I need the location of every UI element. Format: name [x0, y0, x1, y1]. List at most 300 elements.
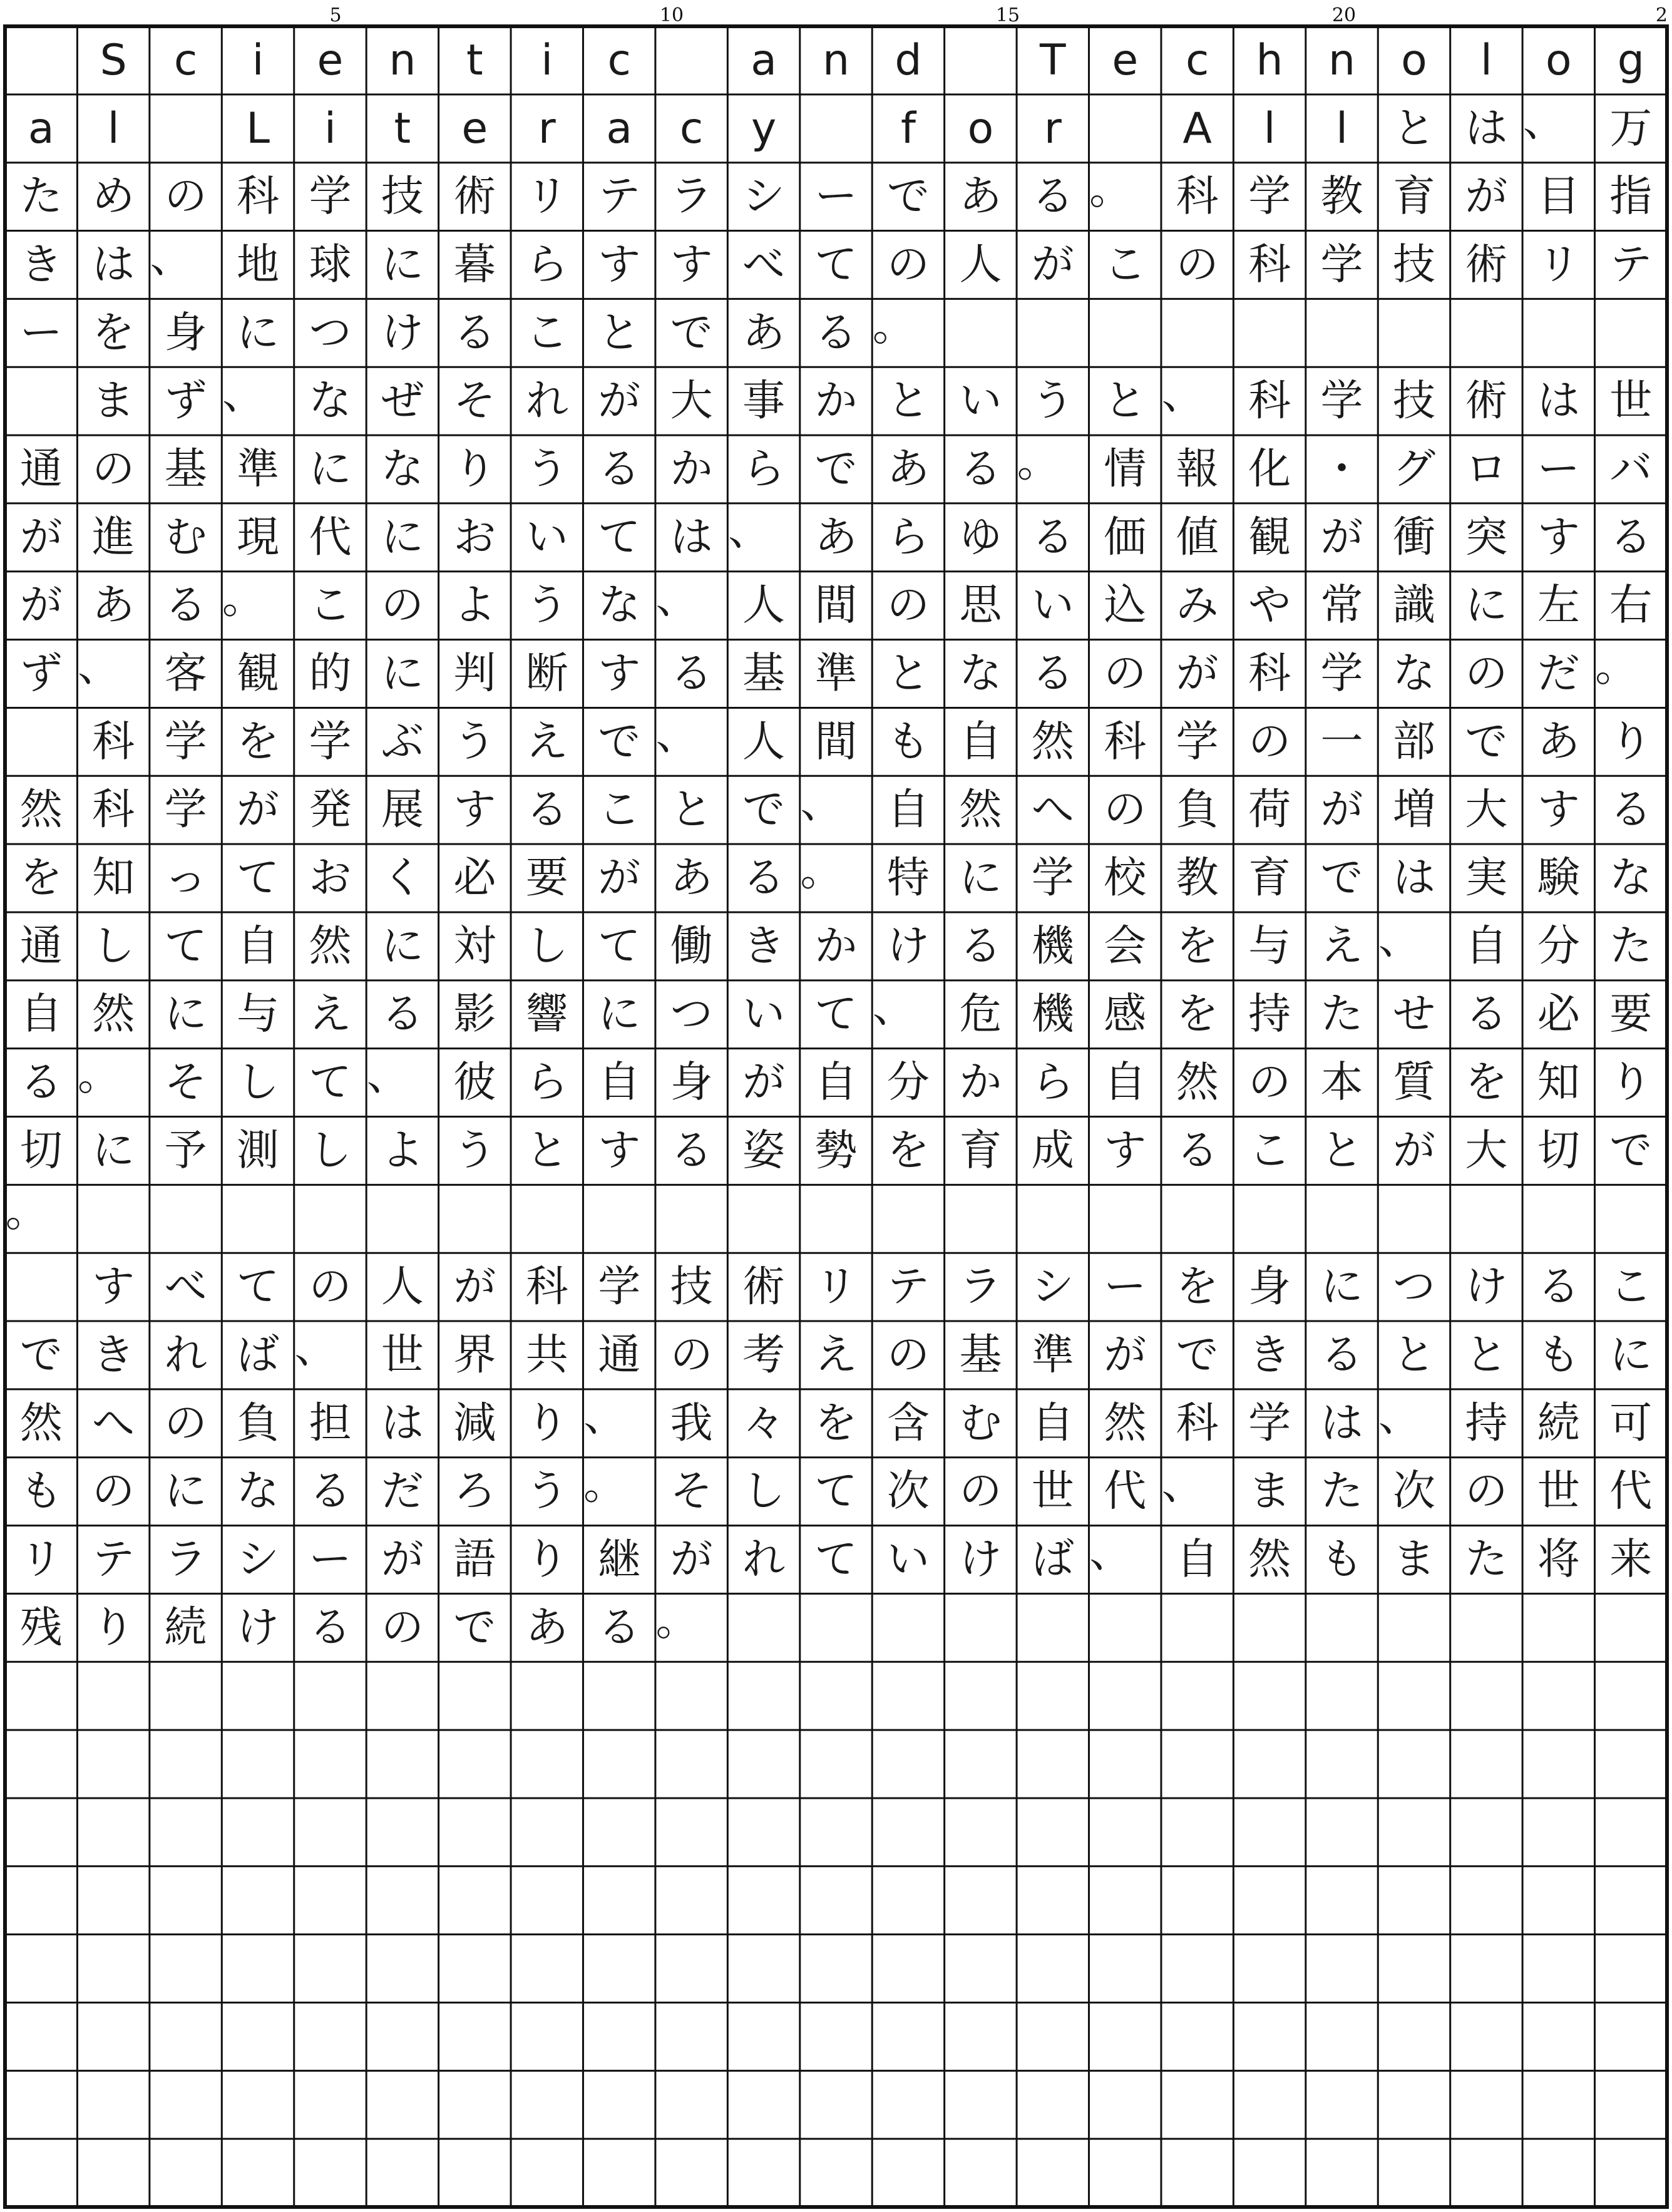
essay-row [20, 234, 1653, 290]
manuscript-char: 世 [1609, 376, 1653, 426]
essay-row [20, 165, 1653, 222]
manuscript-char: こ [309, 580, 352, 630]
manuscript-char: 機 [1031, 989, 1074, 1039]
manuscript-char: l [1336, 103, 1348, 153]
manuscript-char: ロ [1465, 444, 1508, 494]
manuscript-char: あ [814, 512, 858, 562]
manuscript-char: て [814, 1535, 858, 1585]
manuscript-char: の [381, 1603, 424, 1653]
manuscript-char: の [1465, 649, 1508, 699]
manuscript-char: を [1176, 989, 1219, 1039]
manuscript-char: 。 [78, 1051, 121, 1101]
essay-row [20, 1051, 1653, 1108]
manuscript-char: 育 [1248, 853, 1291, 903]
manuscript-char: 学 [1248, 1398, 1291, 1448]
manuscript-char: が [237, 785, 280, 835]
manuscript-char: n [389, 35, 416, 85]
manuscript-char: 質 [1392, 1057, 1435, 1108]
manuscript-char: 学 [598, 1262, 641, 1312]
manuscript-char: 然 [1031, 717, 1074, 767]
manuscript-char: 科 [1248, 240, 1291, 290]
manuscript-char: に [164, 989, 207, 1039]
manuscript-char: ラ [959, 1262, 1002, 1312]
manuscript-char: へ [1031, 785, 1074, 835]
manuscript-char: し [237, 1057, 280, 1108]
manuscript-char: を [237, 717, 280, 767]
manuscript-char: 響 [525, 989, 568, 1039]
manuscript-char: と [886, 649, 930, 699]
manuscript-char: 。 [872, 301, 915, 351]
manuscript-char: 価 [1104, 512, 1147, 562]
manuscript-char: る [1609, 512, 1653, 562]
manuscript-char: ず [164, 376, 207, 426]
manuscript-char: た [19, 172, 63, 222]
manuscript-char: と [1320, 1126, 1363, 1176]
manuscript-char: l [1480, 35, 1492, 85]
manuscript-char: や [1248, 580, 1291, 630]
manuscript-char: 。 [1595, 642, 1638, 692]
manuscript-char: る [381, 989, 424, 1039]
manuscript-char: 校 [1104, 853, 1147, 903]
manuscript-char: l [107, 103, 120, 153]
manuscript-char: 然 [959, 785, 1002, 835]
ruler-number-10: 10 [659, 4, 684, 26]
manuscript-char: て [164, 921, 207, 971]
manuscript-char: に [381, 921, 424, 971]
manuscript-char: ぜ [381, 376, 424, 426]
manuscript-char: 。 [583, 1459, 627, 1510]
manuscript-char: 部 [1392, 717, 1435, 767]
manuscript-char: 考 [742, 1330, 786, 1380]
manuscript-char: は [1537, 376, 1580, 426]
manuscript-char: の [959, 1466, 1002, 1516]
manuscript-char: り [453, 444, 496, 494]
manuscript-char: 科 [92, 785, 135, 835]
manuscript-char: れ [164, 1330, 207, 1380]
manuscript-char: つ [1392, 1262, 1435, 1312]
manuscript-char: え [1320, 921, 1363, 971]
manuscript-char: 自 [1104, 1057, 1147, 1108]
manuscript-char: 目 [1537, 172, 1580, 222]
manuscript-char: る [670, 649, 713, 699]
manuscript-char: 術 [1465, 376, 1508, 426]
manuscript-char: 負 [237, 1398, 280, 1448]
manuscript-char: 語 [453, 1535, 496, 1585]
manuscript-char: 技 [670, 1262, 713, 1312]
manuscript-char: 右 [1609, 580, 1653, 630]
manuscript-char: が [670, 1535, 713, 1585]
manuscript-char: 来 [1609, 1535, 1653, 1585]
manuscript-char: か [814, 921, 858, 971]
manuscript-char: c [173, 35, 198, 85]
manuscript-char: o [967, 103, 994, 153]
manuscript-char: 、 [1378, 1391, 1421, 1441]
manuscript-char: に [1320, 1262, 1363, 1312]
manuscript-char: し [525, 921, 568, 971]
manuscript-char: 世 [1537, 1466, 1580, 1516]
manuscript-char: が [19, 580, 63, 630]
manuscript-char: 観 [237, 649, 280, 699]
manuscript-char: る [19, 1057, 63, 1108]
manuscript-char: し [742, 1466, 786, 1516]
manuscript-char: 発 [309, 785, 352, 835]
manuscript-char: l [1263, 103, 1276, 153]
manuscript-char: こ [1104, 240, 1147, 290]
manuscript-char: 学 [1031, 853, 1074, 903]
manuscript-char: 学 [164, 785, 207, 835]
manuscript-char: 人 [742, 717, 786, 767]
manuscript-char: る [1031, 172, 1074, 222]
manuscript-char: て [814, 989, 858, 1039]
manuscript-char: 育 [959, 1126, 1002, 1176]
manuscript-char: 、 [655, 710, 699, 760]
manuscript-char: 科 [1248, 649, 1291, 699]
manuscript-char: が [381, 1535, 424, 1585]
manuscript-char: 、 [1378, 915, 1421, 965]
manuscript-char: リ [814, 1262, 858, 1312]
manuscript-char: の [1104, 785, 1147, 835]
manuscript-char: と [1104, 376, 1147, 426]
manuscript-char: f [900, 103, 916, 153]
manuscript-char: A [1182, 103, 1212, 153]
manuscript-char: 学 [1320, 376, 1363, 426]
manuscript-char: を [814, 1398, 858, 1448]
manuscript-char: 次 [886, 1466, 930, 1516]
manuscript-char: 科 [1248, 376, 1291, 426]
manuscript-char: け [1465, 1262, 1508, 1312]
manuscript-char: 知 [92, 853, 135, 903]
ruler-number-15: 15 [995, 4, 1020, 26]
essay-row [20, 1126, 1653, 1175]
manuscript-char: を [19, 853, 63, 903]
manuscript-char: が [1320, 785, 1363, 835]
manuscript-char: で [886, 172, 930, 222]
manuscript-char: 大 [670, 376, 713, 426]
manuscript-char: 身 [164, 308, 207, 358]
manuscript-char: を [1465, 1057, 1508, 1108]
manuscript-char: 特 [886, 853, 930, 903]
manuscript-char: シ [237, 1535, 280, 1585]
manuscript-char: る [453, 308, 496, 358]
manuscript-char: 暮 [453, 240, 496, 290]
manuscript-char: も [1320, 1535, 1363, 1585]
essay-row [20, 983, 1653, 1039]
manuscript-char: 球 [309, 240, 352, 290]
manuscript-char: 然 [1104, 1398, 1147, 1448]
manuscript-char: 然 [309, 921, 352, 971]
manuscript-char: 会 [1104, 921, 1147, 971]
manuscript-char: よ [453, 580, 496, 630]
manuscript-char: の [1248, 1057, 1291, 1108]
manuscript-char: り [1609, 1057, 1653, 1108]
manuscript-char: 術 [453, 172, 496, 222]
manuscript-char: グ [1392, 444, 1435, 494]
manuscript-char: テ [598, 172, 641, 222]
manuscript-char: と [1392, 1330, 1435, 1380]
manuscript-char: 身 [1248, 1262, 1291, 1312]
manuscript-char: の [1465, 1466, 1508, 1516]
manuscript-char: ら [886, 512, 930, 562]
manuscript-char: e [461, 103, 488, 153]
manuscript-char: 基 [164, 444, 207, 494]
manuscript-char: 識 [1392, 580, 1435, 630]
manuscript-char: 学 [164, 717, 207, 767]
manuscript-char: て [598, 512, 641, 562]
manuscript-char: 、 [222, 369, 265, 419]
manuscript-char: ー [19, 308, 63, 358]
manuscript-char: 担 [309, 1398, 352, 1448]
manuscript-char: す [598, 240, 641, 290]
manuscript-char: 感 [1104, 989, 1147, 1039]
manuscript-char: 教 [1176, 853, 1219, 903]
manuscript-char: ら [525, 1057, 568, 1108]
manuscript-char: の [886, 1330, 930, 1380]
manuscript-char: こ [1248, 1126, 1291, 1176]
manuscript-char: に [164, 1466, 207, 1516]
manuscript-char: う [453, 717, 496, 767]
manuscript-char: 界 [453, 1330, 496, 1380]
manuscript-char: 。 [1017, 438, 1060, 488]
manuscript-char: 科 [237, 172, 280, 222]
manuscript-char: そ [670, 1466, 713, 1516]
essay-row [20, 1528, 1653, 1585]
manuscript-char: 学 [1320, 240, 1363, 290]
manuscript-char: す [1537, 512, 1580, 562]
manuscript-char: う [525, 1466, 568, 1516]
manuscript-char: 基 [959, 1330, 1002, 1380]
manuscript-char: 学 [1248, 172, 1291, 222]
essay-row [20, 642, 1638, 699]
manuscript-char: 、 [583, 1391, 627, 1441]
manuscript-char: 学 [309, 717, 352, 767]
essay-row [20, 574, 1653, 630]
manuscript-char: が [1392, 1126, 1435, 1176]
manuscript-char: 、 [1089, 1528, 1132, 1578]
manuscript-char: の [670, 1330, 713, 1380]
manuscript-char: 分 [886, 1057, 930, 1108]
manuscript-char: つ [309, 308, 352, 358]
manuscript-char: 間 [814, 580, 858, 630]
manuscript-char: o [1401, 35, 1427, 85]
manuscript-char: 地 [237, 240, 280, 290]
manuscript-char: か [959, 1057, 1002, 1108]
manuscript-char: の [1248, 717, 1291, 767]
manuscript-char: る [164, 580, 207, 630]
manuscript-char: 。 [5, 1187, 48, 1237]
manuscript-char: テ [1609, 240, 1653, 290]
manuscript-char: け [959, 1535, 1002, 1585]
manuscript-char: む [164, 512, 207, 562]
manuscript-char: で [814, 444, 858, 494]
manuscript-char: う [453, 1126, 496, 1176]
manuscript-char: シ [1031, 1262, 1074, 1312]
manuscript-char: ら [525, 240, 568, 290]
manuscript-char: け [381, 308, 424, 358]
manuscript-char: べ [164, 1262, 207, 1312]
manuscript-char: つ [670, 989, 713, 1039]
essay-row [20, 506, 1653, 562]
manuscript-char: き [1248, 1330, 1291, 1380]
manuscript-char: れ [525, 376, 568, 426]
manuscript-char: に [381, 512, 424, 562]
manuscript-char: こ [525, 308, 568, 358]
manuscript-char: に [1609, 1330, 1653, 1380]
manuscript-char: で [598, 717, 641, 767]
manuscript-char: 必 [453, 853, 496, 903]
manuscript-char: 続 [1537, 1398, 1580, 1448]
manuscript-char: 々 [742, 1398, 786, 1448]
manuscript-char: バ [1609, 444, 1653, 494]
manuscript-char: と [886, 376, 930, 426]
manuscript-char: 影 [453, 989, 496, 1039]
manuscript-char: 含 [886, 1398, 930, 1448]
essay-row [20, 846, 1653, 903]
manuscript-char: 学 [309, 172, 352, 222]
manuscript-char: て [237, 1262, 280, 1312]
manuscript-char: 測 [237, 1126, 280, 1176]
manuscript-char: 科 [525, 1262, 568, 1312]
manuscript-char: ま [1248, 1466, 1291, 1516]
manuscript-char: 然 [92, 989, 135, 1039]
manuscript-char: に [959, 853, 1002, 903]
manuscript-char: べ [742, 240, 786, 290]
manuscript-char: と [670, 785, 713, 835]
manuscript-char: 指 [1609, 172, 1653, 222]
manuscript-char: け [237, 1603, 280, 1653]
manuscript-char: 然 [19, 785, 63, 835]
manuscript-char: 与 [237, 989, 280, 1039]
manuscript-char: ラ [670, 172, 713, 222]
manuscript-char: な [598, 580, 641, 630]
manuscript-char: だ [1537, 649, 1580, 699]
manuscript-char: 実 [1465, 853, 1508, 903]
manuscript-char: る [1537, 1262, 1580, 1312]
manuscript-char: っ [164, 853, 207, 903]
manuscript-char: 要 [525, 853, 568, 903]
manuscript-char: に [381, 649, 424, 699]
manuscript-char: 世 [1031, 1466, 1074, 1516]
manuscript-char: T [1040, 35, 1066, 85]
manuscript-char: 切 [19, 1126, 63, 1176]
manuscript-char: 可 [1609, 1398, 1653, 1448]
manuscript-char: 、 [872, 982, 915, 1032]
manuscript-char: の [886, 240, 930, 290]
essay-row [20, 1324, 1653, 1380]
manuscript-char: 化 [1248, 444, 1291, 494]
manuscript-char: 、 [655, 574, 699, 624]
manuscript-char: g [1617, 35, 1644, 85]
manuscript-char: を [92, 308, 135, 358]
manuscript-char: あ [886, 444, 930, 494]
essay-row [20, 438, 1653, 494]
manuscript-char: 自 [1465, 921, 1508, 971]
manuscript-char: も [886, 717, 930, 767]
manuscript-char: ば [237, 1330, 280, 1380]
manuscript-char: ま [92, 376, 135, 426]
manuscript-char: あ [670, 853, 713, 903]
manuscript-char: あ [1537, 717, 1580, 767]
essay-row [6, 1187, 48, 1237]
manuscript-char: あ [959, 172, 1002, 222]
manuscript-char: e [1112, 35, 1139, 85]
manuscript-char: 思 [959, 580, 1002, 630]
manuscript-char: 、 [1522, 96, 1566, 147]
manuscript-char: ラ [164, 1535, 207, 1585]
manuscript-char: 然 [1176, 1057, 1219, 1108]
manuscript-char: c [1185, 35, 1209, 85]
manuscript-char: す [670, 240, 713, 290]
manuscript-char: 科 [1176, 172, 1219, 222]
manuscript-char: 常 [1320, 580, 1363, 630]
manuscript-char: 間 [814, 717, 858, 767]
manuscript-char: 自 [598, 1057, 641, 1108]
manuscript-char: て [237, 853, 280, 903]
manuscript-char: 要 [1609, 989, 1653, 1039]
manuscript-char: と [1465, 1330, 1508, 1380]
manuscript-char: す [598, 649, 641, 699]
manuscript-char: い [886, 1535, 930, 1585]
manuscript-char: で [453, 1603, 496, 1653]
manuscript-char: 人 [959, 240, 1002, 290]
manuscript-char: 代 [1104, 1466, 1147, 1516]
manuscript-char: す [1104, 1126, 1147, 1176]
manuscript-char: 報 [1176, 444, 1219, 494]
manuscript-char: の [164, 1398, 207, 1448]
manuscript-char: で [1320, 853, 1363, 903]
manuscript-char: は [1392, 853, 1435, 903]
manuscript-char: 学 [1320, 649, 1363, 699]
manuscript-char: 進 [92, 512, 135, 562]
manuscript-char: ー [309, 1535, 352, 1585]
manuscript-char: 持 [1248, 989, 1291, 1039]
ruler-number-5: 5 [329, 4, 342, 26]
ruler-number-25: 2 [1655, 4, 1668, 26]
manuscript-char: の [309, 1262, 352, 1312]
manuscript-char: 通 [598, 1330, 641, 1380]
manuscript-char: 自 [814, 1057, 858, 1108]
essay-row [20, 915, 1653, 971]
manuscript-char: た [1320, 989, 1363, 1039]
manuscript-char: 自 [1176, 1535, 1219, 1585]
manuscript-char: み [1176, 580, 1219, 630]
manuscript-char: え [525, 717, 568, 767]
manuscript-char: い [525, 512, 568, 562]
manuscript-char: た [1609, 921, 1653, 971]
manuscript-char: 技 [1392, 240, 1435, 290]
manuscript-char: 持 [1465, 1398, 1508, 1448]
manuscript-char: リ [525, 172, 568, 222]
manuscript-char: に [237, 308, 280, 358]
manuscript-char: の [1176, 240, 1219, 290]
manuscript-char: る [1031, 649, 1074, 699]
manuscript-char: 自 [1031, 1398, 1074, 1448]
manuscript-char: る [598, 444, 641, 494]
manuscript-char: 。 [222, 574, 265, 624]
manuscript-char: 我 [670, 1398, 713, 1448]
manuscript-char: 働 [670, 921, 713, 971]
manuscript-char: る [309, 1603, 352, 1653]
manuscript-char: 学 [1176, 717, 1219, 767]
essay-row [20, 1460, 1653, 1516]
manuscript-char: て [598, 921, 641, 971]
manuscript-char: 増 [1392, 785, 1435, 835]
manuscript-char: d [895, 35, 922, 85]
manuscript-char: 人 [381, 1262, 424, 1312]
manuscript-char: 。 [1089, 165, 1132, 215]
ruler-number-20: 20 [1331, 4, 1357, 26]
manuscript-char: こ [598, 785, 641, 835]
manuscript-char: 与 [1248, 921, 1291, 971]
